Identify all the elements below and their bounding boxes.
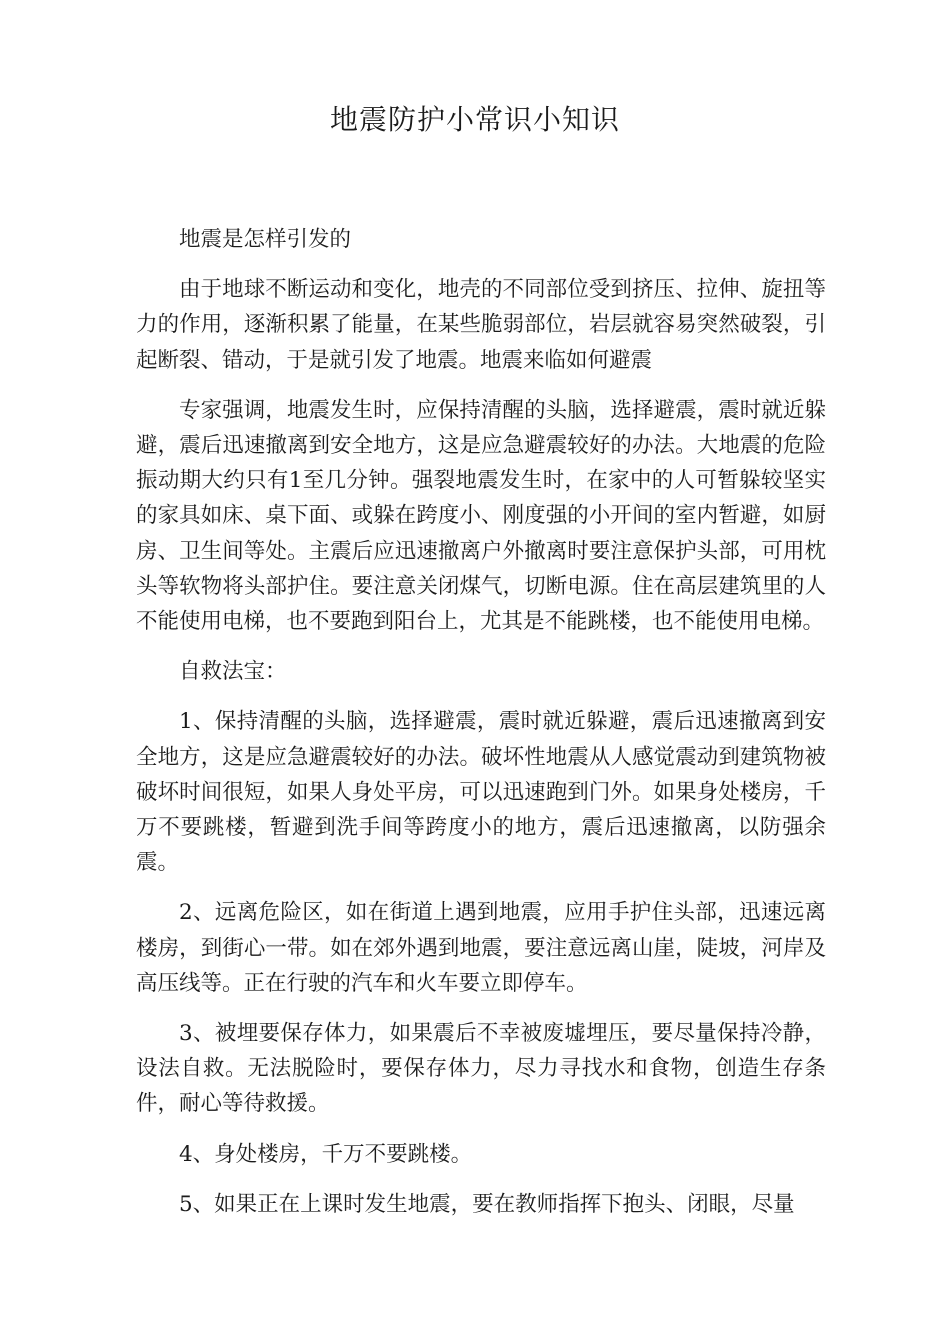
document-title: 地震防护小常识小知识 — [329, 103, 620, 136]
list-item-2: 2、远离危险区，如在街道上遇到地震，应用手护住头部，迅速远离楼房，到街心一带。如在郊外遇到地震，要注意远离山崖，陡坡，河岸及高压线等。正在行驶的汽车和火车要立即停车。 — [136, 900, 826, 996]
section-heading-cause: 地震是怎样引发的 — [179, 227, 352, 252]
list-item-5: 5、如果正在上课时发生地震，要在教师指挥下抱头、闭眼，尽量 — [179, 1191, 795, 1217]
list-item-3: 3、被埋要保存体力，如果震后不幸被废墟埋压，要尽量保持冷静，设法自救。无法脱险时，要保存体力，尽力寻找水和食物，创造生存条件，耐心等待救援。 — [136, 1021, 826, 1117]
section-heading-self-rescue: 自救法宝： — [179, 659, 287, 685]
paragraph-cause: 由于地球不断运动和变化，地壳的不同部位受到挤压、拉伸、旋扭等力的作用，逐渐积累了能量，在某些脆弱部位，岩层就容易突然破裂，引起断裂、错动，于是就引发了地震。地震来临如何避震 — [136, 277, 826, 373]
document-body — [136, 222, 826, 1237]
paragraph-expert-advice: 专家强调，地震发生时，应保持清醒的头脑，选择避震，震时就近躲避，震后迅速撤离到安全地方，这是应急避震较好的办法。大地震的危险振动期大约只有1至几分钟。强裂地震发生时，在家中的人可暂躲较坚实的家具如床、桌下面、或躲在跨度小、刚度强的小开间的室内暂避，如厨房、卫生间等处。主震后应迅速撤离户外撤离时要注意保护头部，可用枕头等软物将头部护住。要注意关闭煤气，切断电源。住在高层建筑里的人不能使用电梯，也不要跑到阳台上，尤其是不能跳楼，也不能使用电梯。 — [136, 397, 826, 635]
list-item-4: 4、身处楼房，千万不要跳楼。 — [179, 1141, 473, 1167]
list-item-1: 1、保持清醒的头脑，选择避震，震时就近躲避，震后迅速撤离到安全地方，这是应急避震较好的办法。破坏性地震从人感觉震动到建筑物被破坏时间很短，如果人身处平房，可以迅速跑到门外。如果身处楼房，千万不要跳楼，暂避到洗手间等跨度小的地方，震后迅速撤离，以防强余震。 — [136, 709, 826, 876]
